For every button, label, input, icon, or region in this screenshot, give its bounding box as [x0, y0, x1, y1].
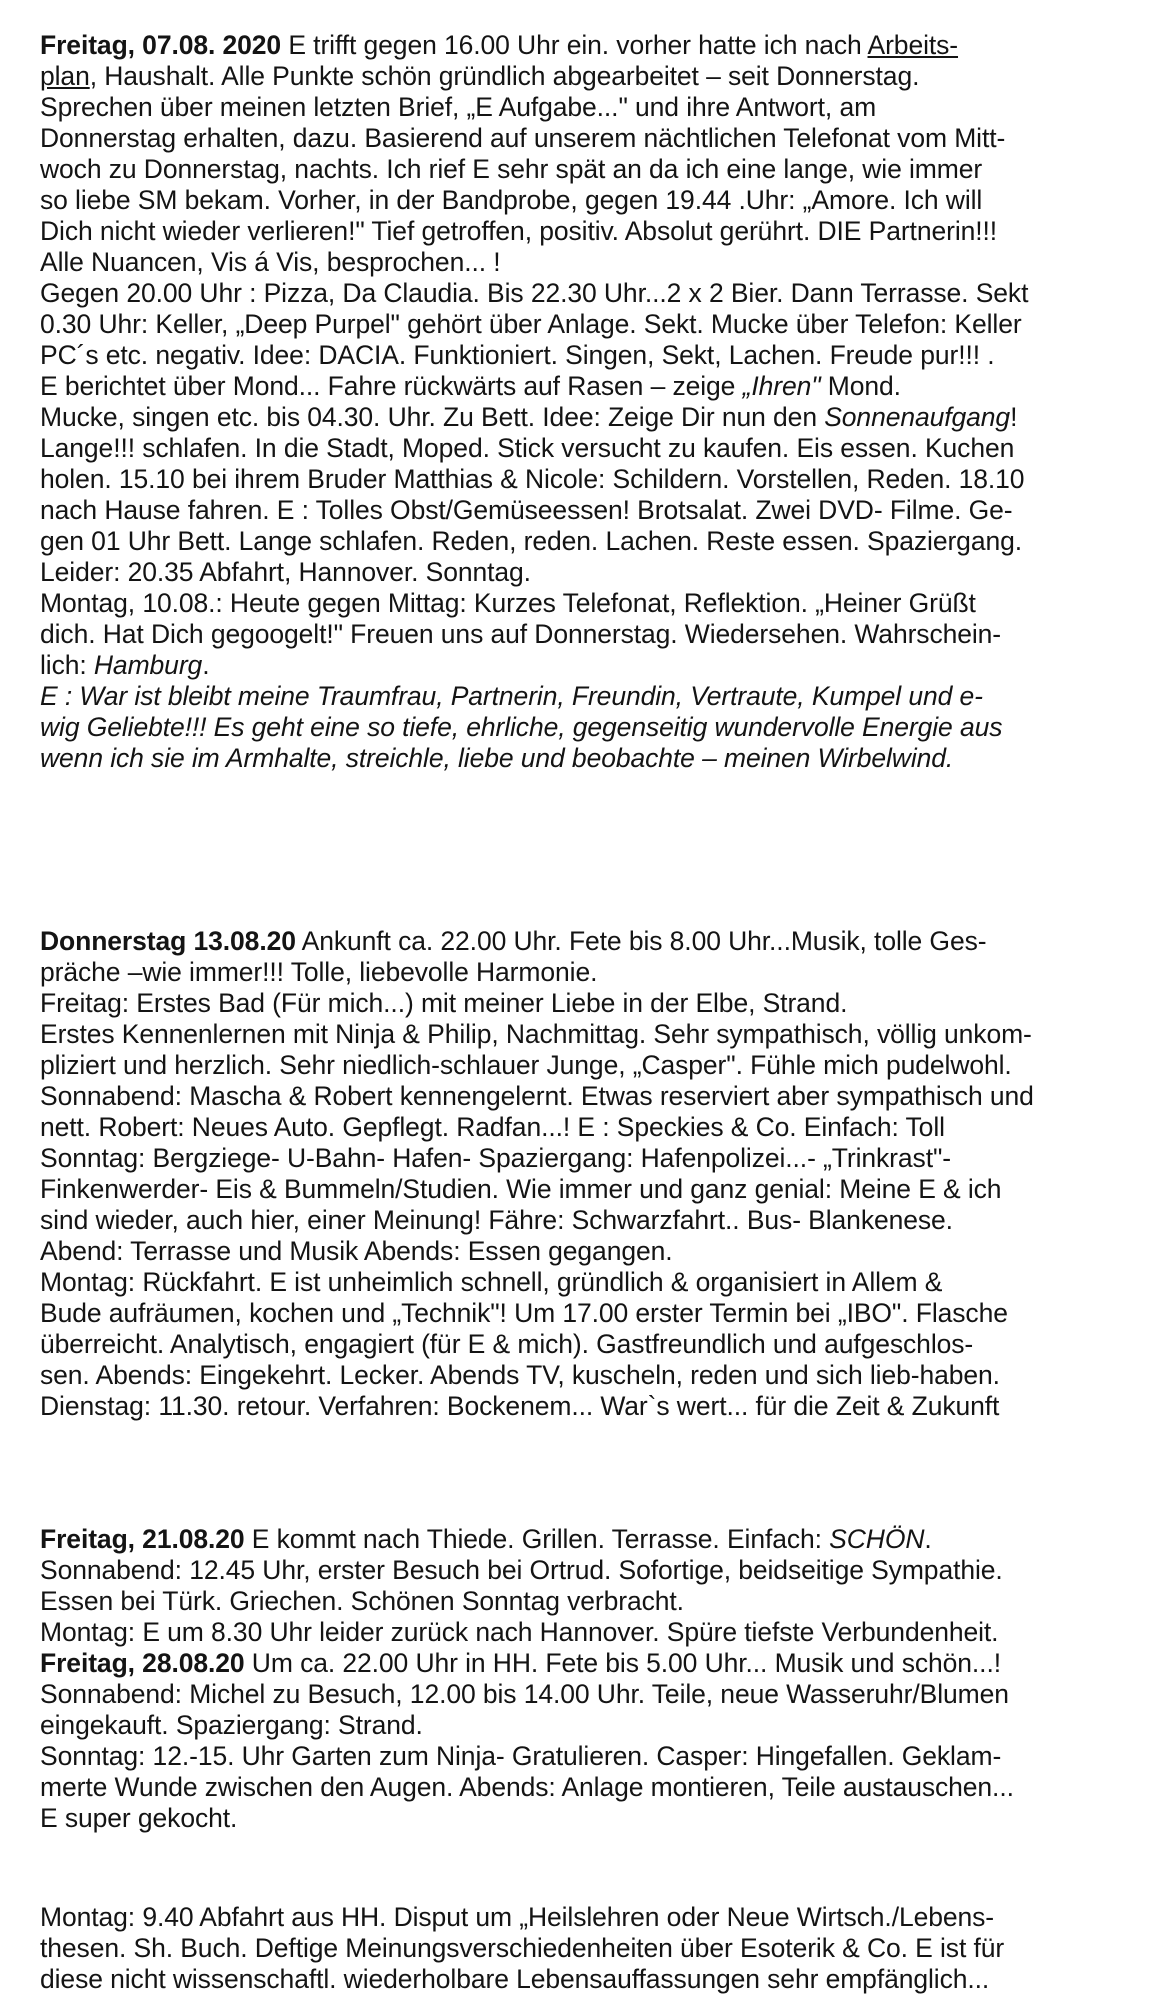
text-line: [40, 1555, 1135, 1586]
text-run: E: [281, 30, 306, 60]
text-run: Alle Nuancen, Vis á Vis, besprochen... !: [40, 247, 501, 277]
text-line: [40, 1174, 1135, 1205]
entry-date-heading: Freitag, 07.08. 2020: [40, 30, 282, 60]
text-line: [40, 743, 1135, 774]
text-line: [40, 1205, 1135, 1236]
text-line: [40, 185, 1135, 216]
text-line: [40, 340, 1135, 371]
text-run: !: [1010, 402, 1018, 432]
text-line: [40, 957, 1135, 988]
text-line: [40, 1710, 1135, 1741]
text-run: trifft gegen 16.00 Uhr ein. vorher hatte ich nach: [305, 30, 868, 60]
entry-date-heading: Freitag, 28.08.20: [40, 1648, 245, 1678]
text-run: überreicht. Analytisch, engagiert (für E & mich). Gastfreundlich und aufgeschlos-: [40, 1329, 974, 1359]
text-run: .: [202, 650, 210, 680]
text-run: dich. Hat Dich gegoogelt!" Freuen uns auf Donnerstag. Wiedersehen. Wahrschein-: [40, 619, 1002, 649]
text-line: [40, 1081, 1135, 1112]
text-run: sind wieder, auch hier, einer Meinung! Fähre: Schwarzfahrt.. Bus- Blankenese.: [40, 1205, 953, 1235]
text-line: [40, 712, 1135, 743]
text-line: [40, 1933, 1135, 1964]
text-run: so liebe SM bekam. Vorher, in der Bandprobe, gegen 19.44 .Uhr: „Amore. Ich will: [40, 185, 983, 215]
text-line: [40, 371, 1135, 402]
text-line: [40, 1236, 1135, 1267]
text-line: [40, 926, 1135, 957]
text-run: .: [924, 1524, 932, 1554]
text-line: [40, 30, 1135, 61]
text-run: SCHÖN: [829, 1524, 925, 1554]
text-line: [40, 1741, 1135, 1772]
text-run: Sonntag: Bergziege- U-Bahn- Hafen- Spaziergang: Hafenpolizei...- „Trinkrast"-: [40, 1143, 951, 1173]
text-line: [40, 1617, 1135, 1648]
text-run: Mond.: [820, 371, 901, 401]
text-run: eingekauft. Spaziergang: Strand.: [40, 1710, 423, 1740]
text-line: [40, 526, 1135, 557]
text-run: Sonnabend: 12.45 Uhr, erster Besuch bei Ortrud. Sofortige, beidseitige Sympathie.: [40, 1555, 1003, 1585]
text-run: pliziert und herzlich. Sehr niedlich-schlauer Junge, „Casper". Fühle mich pudelwohl.: [40, 1050, 1012, 1080]
text-run: Montag: 9.40 Abfahrt aus HH. Disput um „Heilslehren oder Neue Wirtsch./Lebens-: [40, 1902, 995, 1932]
text-run: , Haushalt. Alle Punkte schön gründlich abgearbeitet – seit Donnerstag.: [89, 61, 920, 91]
text-line: [40, 278, 1135, 309]
text-run: Bude aufräumen, kochen und „Technik"! Um 17.00 erster Termin bei „IBO". Flasche: [40, 1298, 1008, 1328]
text-line: [40, 1143, 1135, 1174]
text-line: [40, 123, 1135, 154]
text-run: Ankunft ca. 22.00 Uhr. Fete bis 8.00 Uhr...Musik, tolle Ges-: [295, 926, 987, 956]
text-run: Freitag: Erstes Bad (Für mich...) mit meiner Liebe in der Elbe, Strand.: [40, 988, 848, 1018]
text-run: Gegen 20.00 Uhr : Pizza, Da Claudia. Bis 22.30 Uhr...2 x 2 Bier. Dann Terrasse. Sekt: [40, 278, 1029, 308]
text-line: [40, 1360, 1135, 1391]
text-run: präche –wie immer!!! Tolle, liebevolle Harmonie.: [40, 957, 598, 987]
text-run: plan: [40, 61, 90, 91]
text-line: [40, 1964, 1135, 1995]
text-line: [40, 61, 1135, 92]
text-line: [40, 1524, 1135, 1555]
text-run: Erstes Kennenlernen mit Ninja & Philip, Nachmittag. Sehr sympathisch, völlig unkom-: [40, 1019, 1032, 1049]
text-run: Sonnabend: Mascha & Robert kennengelernt. Etwas reserviert aber sympathisch und: [40, 1081, 1034, 1111]
text-run: Donnerstag erhalten, dazu. Basierend auf unserem nächtlichen Telefonat vom Mitt-: [40, 123, 1006, 153]
text-line: [40, 1019, 1135, 1050]
text-line: [40, 402, 1135, 433]
text-line: [40, 1298, 1135, 1329]
text-line: [40, 619, 1135, 650]
text-run: E super gekocht.: [40, 1803, 238, 1833]
text-run: Dich nicht wieder verlieren!" Tief getroffen, positiv. Absolut gerührt. DIE Partnerin!!!: [40, 216, 998, 246]
text-line: [40, 247, 1135, 278]
text-line: [40, 1329, 1135, 1360]
text-run: Sonnenaufgang: [824, 402, 1011, 432]
text-run: wig Geliebte!!! Es geht eine so tiefe, ehrliche, gegenseitig wundervolle Energie aus: [40, 712, 1003, 742]
text-run: Abend: Terrasse und Musik Abends: Essen gegangen.: [40, 1236, 673, 1266]
text-line: [40, 1112, 1135, 1143]
diary-entry-block: [40, 30, 1135, 774]
text-run: Hamburg: [93, 650, 203, 680]
text-run: Sonnabend: Michel zu Besuch, 12.00 bis 14.00 Uhr. Teile, neue Wasseruhr/Blumen: [40, 1679, 1009, 1709]
text-run: E kommt nach Thiede. Grillen. Terrasse. Einfach:: [244, 1524, 830, 1554]
text-run: E berichtet über Mond... Fahre rückwärts auf Rasen – zeige: [40, 371, 743, 401]
entry-date-heading: Freitag, 21.08.20: [40, 1524, 245, 1554]
text-run: Montag: E um 8.30 Uhr leider zurück nach Hannover. Spüre tiefste Verbundenheit.: [40, 1617, 999, 1647]
text-line: [40, 1772, 1135, 1803]
text-run: diese nicht wissenschaftl. wiederholbare Lebensauffassungen sehr empfänglich...: [40, 1964, 990, 1994]
text-run: Montag, 10.08.: Heute gegen Mittag: Kurzes Telefonat, Reflektion. „Heiner Grüßt: [40, 588, 976, 618]
text-line: [40, 1586, 1135, 1617]
text-line: [40, 1902, 1135, 1933]
text-line: [40, 1803, 1135, 1834]
text-line: [40, 650, 1135, 681]
text-line: [40, 92, 1135, 123]
text-line: [40, 588, 1135, 619]
text-line: [40, 1391, 1135, 1422]
text-line: [40, 495, 1135, 526]
text-run: Essen bei Türk. Griechen. Schönen Sonntag verbracht.: [40, 1586, 684, 1616]
text-line: [40, 309, 1135, 340]
text-run: E : War ist bleibt meine Traumfrau, Partnerin, Freundin, Vertraute, Kumpel und e-: [40, 681, 983, 711]
text-run: Sprechen über meinen letzten Brief, „E Aufgabe..." und ihre Antwort, am: [40, 92, 877, 122]
text-run: Mucke, singen etc. bis 04.30. Uhr. Zu Bett. Idee: Zeige Dir nun den: [40, 402, 825, 432]
text-run: nach Hause fahren. E : Tolles Obst/Gemüseessen! Brotsalat. Zwei DVD- Filme. Ge-: [40, 495, 1013, 525]
text-line: [40, 216, 1135, 247]
text-run: nett. Robert: Neues Auto. Gepflegt. Radfan...! E : Speckies & Co. Einfach: Toll: [40, 1112, 945, 1142]
text-run: Lange!!! schlafen. In die Stadt, Moped. Stick versucht zu kaufen. Eis essen. Kuchen: [40, 433, 1015, 463]
text-run: holen. 15.10 bei ihrem Bruder Matthias & Nicole: Schildern. Vorstellen, Reden. 18.10: [40, 464, 1025, 494]
text-line: [40, 681, 1135, 712]
text-run: lich:: [40, 650, 94, 680]
text-run: Leider: 20.35 Abfahrt, Hannover. Sonntag.: [40, 557, 531, 587]
entry-date-heading: Donnerstag 13.08.20: [40, 926, 296, 956]
diary-entry-block: [40, 1524, 1135, 1834]
text-line: [40, 433, 1135, 464]
diary-entry-block: [40, 1902, 1135, 1995]
text-run: „Ihren": [742, 371, 821, 401]
text-run: merte Wunde zwischen den Augen. Abends: Anlage montieren, Teile austauschen...: [40, 1772, 1014, 1802]
text-run: Arbeits-: [867, 30, 959, 60]
text-run: wenn ich sie im Armhalte, streichle, liebe und beobachte – meinen Wirbelwind.: [40, 743, 954, 773]
text-line: [40, 1050, 1135, 1081]
text-line: [40, 464, 1135, 495]
text-run: Um ca. 22.00 Uhr in HH. Fete bis 5.00 Uhr... Musik und schön...!: [244, 1648, 1001, 1678]
diary-entry-block: [40, 926, 1135, 1422]
text-line: [40, 988, 1135, 1019]
text-run: thesen. Sh. Buch. Deftige Meinungsverschiedenheiten über Esoterik & Co. E ist für: [40, 1933, 1005, 1963]
text-line: [40, 1267, 1135, 1298]
text-run: gen 01 Uhr Bett. Lange schlafen. Reden, reden. Lachen. Reste essen. Spaziergang.: [40, 526, 1022, 556]
text-line: [40, 154, 1135, 185]
text-line: [40, 557, 1135, 588]
text-run: PC´s etc. negativ. Idee: DACIA. Funktioniert. Singen, Sekt, Lachen. Freude pur!!! .: [40, 340, 995, 370]
text-line: [40, 1679, 1135, 1710]
text-run: woch zu Donnerstag, nachts. Ich rief E sehr spät an da ich eine lange, wie immer: [40, 154, 983, 184]
text-run: Dienstag: 11.30. retour. Verfahren: Bockenem... War`s wert... für die Zeit & Zukunft: [40, 1391, 1000, 1421]
text-run: Montag: Rückfahrt. E ist unheimlich schnell, gründlich & organisiert in Allem &: [40, 1267, 943, 1297]
text-run: 0.30 Uhr: Keller, „Deep Purpel" gehört über Anlage. Sekt. Mucke über Telefon: Keller: [40, 309, 1022, 339]
text-run: Sonntag: 12.-15. Uhr Garten zum Ninja- Gratulieren. Casper: Hingefallen. Geklam-: [40, 1741, 1002, 1771]
text-run: sen. Abends: Eingekehrt. Lecker. Abends TV, kuscheln, reden und sich lieb-haben.: [40, 1360, 1000, 1390]
text-line: [40, 1648, 1135, 1679]
text-run: Finkenwerder- Eis & Bummeln/Studien. Wie immer und ganz genial: Meine E & ich: [40, 1174, 1002, 1204]
